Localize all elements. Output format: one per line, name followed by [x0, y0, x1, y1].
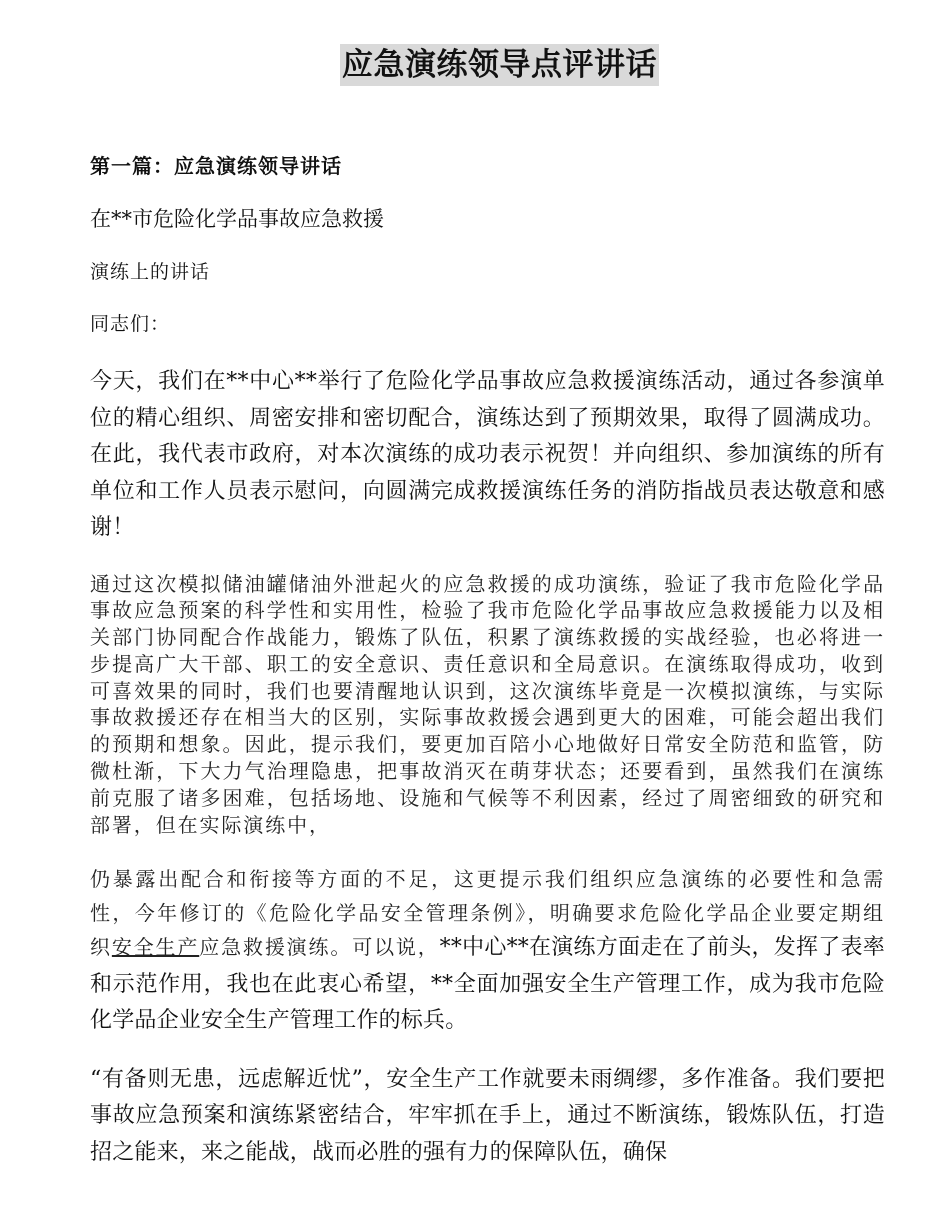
document-page [90, 0, 885, 1171]
paragraph-1: 今天，我们在**中心**举行了危险化学品事故应急救援演练活动，通过各参演单位的精心组织、周密安排和密切配合，演练达到了预期效果，取得了圆满成功。在此，我代表市政府，对本次演练的成功表示祝贺！并向组织、参加演练的所有单位和工作人员表示慰问，向圆满完成救援演练任务的消防指战员表达敬意和感谢！ [90, 369, 885, 540]
paragraph-2: 通过这次模拟储油罐储油外泄起火的应急救援的成功演练，验证了我市危险化学品事故应急预案的科学性和实用性，检验了我市危险化学品事故应急救援能力以及相关部门协同配合作战能力，锻炼了队伍，积累了演练救援的实战经验，也必将进一步提高广大干部、职工的安全意识、责任意识和全局意识。在演练取得成功，收到可喜效果的同时，我们也要清醒地认识到，这次演练毕竟是一次模拟演练，与实际事故救援还存在相当大的区别，实际事故救援会遇到更大的困难，可能会超出我们的预期和想象。因此，提示我们，要更加百陪小心地做好日常安全防范和监管，防微杜渐，下大力气治理隐患，把事故消灭在萌芽状态；还要看到，虽然我们在演练前克服了诸多困难，包括场地、设施和气候等不利因素，经过了周密细致的研究和部署，但在实际演练中， [90, 571, 885, 837]
paragraph-3-part-c: **中心**在演练方面走在了前头，发挥了表率和示范作用，我也在此衷心希望，**全面加强安全生产管理工作，成为我市危险化学品企业安全生产管理工作的标兵。 [90, 935, 885, 1034]
paragraph-3-part-a: 仍暴露出配合和衔接等方面的不足，这更提示我们组织应急演练的必要性和急需性，今年修订的《危险化学品安全管理条例》，明确要求危险化学品企业要定期组织 [90, 867, 885, 960]
paragraph-4: “有备则无患，远虑解近忧”，安全生产工作就要未雨绸缪，多作准备。我们要把事故应急预案和演练紧密结合，牢牢抓在手上，通过不断演练，锻炼队伍，打造招之能来，来之能战，战而必胜的强有力的保障队伍，确保 [90, 1066, 885, 1165]
document-title: 应急演练领导点评讲话 [340, 44, 659, 86]
safety-production-link[interactable]: 安全生产 [111, 935, 200, 960]
paragraph-3-part-b: 应急救援演练。可以说， [199, 935, 440, 960]
speech-occasion-line-2: 演练上的讲话 [90, 261, 211, 283]
speech-occasion-line: 在**市危险化学品事故应急救援 [90, 207, 384, 231]
salutation: 同志们： [90, 313, 171, 335]
paragraph-3 [90, 862, 885, 1040]
section-heading: 第一篇：应急演练领导讲话 [90, 154, 342, 178]
title-wrap [90, 44, 885, 86]
